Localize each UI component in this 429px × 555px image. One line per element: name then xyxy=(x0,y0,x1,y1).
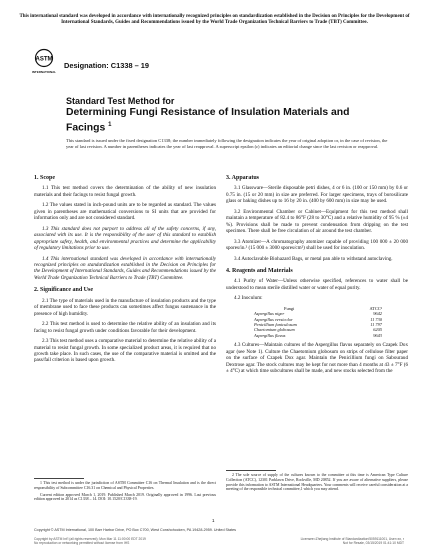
title-footnote-mark: 1 xyxy=(108,122,112,128)
astm-logo xyxy=(31,49,57,76)
astm-logo-subtext: INTERNATIONAL xyxy=(31,70,57,74)
left-column xyxy=(34,175,216,368)
title-line-1: Standard Test Method for xyxy=(66,96,175,106)
fungi-header-name: Fungi xyxy=(284,305,295,311)
title-facings: Facings xyxy=(66,122,106,134)
astm-logo-text: ASTM xyxy=(35,56,53,63)
para-3-3: 3.3 Atomizer—A chromatography atomizer capable of providing 100 000 ± 20 000 spores/in.² (15 000 ± 3000 spores/cm²) shall be used for inoculation. xyxy=(226,238,408,252)
right-column xyxy=(226,175,408,379)
para-4-2: 4.2 Inoculum: xyxy=(234,295,263,302)
fungi-row: Aspergillus versicolor 11 730 xyxy=(254,316,382,322)
para-3-4: 3.4 Autoclavable Biohazard Bags, or metal pan able to withstand autoclaving. xyxy=(234,255,393,262)
fungi-header-atcc: ATCC² xyxy=(369,305,382,311)
fungi-row: Chaetomium globosum 6205 xyxy=(254,327,382,333)
para-2-2: 2.2 This test method is used to determine the relative ability of an insulation and its facing to resist fungal growth under conditions favorable for their development. xyxy=(34,321,216,334)
right-footnotes xyxy=(226,473,408,494)
title-line-3 xyxy=(66,119,376,134)
title-line-2: Determining Fungi Resistance of Insulation Materials and xyxy=(66,107,350,118)
fungi-table xyxy=(254,306,382,338)
standardization-notice: This international standard was developed in accordance with internationally recognized principles on standardization established in the Decision on Principles for the Development of International Standards, Guides and Recommendations issued by the World Trade Organization Technical Barriers to Trade (TBT) Committee. xyxy=(19,14,410,25)
license-right: Licensee=Zhejiang Institute of Standardization/5059111001, User=xx, r Not for Resale, 03/15/2019 01:41:10 MDT xyxy=(300,537,404,545)
footnote-1: 1 This test method is under the jurisdiction of ASTM Committee C16 on Thermal Insulation and is the direct responsibility of Subcommittee C16.31 on Chemical and Physical Properties. xyxy=(34,481,216,490)
para-2-3: 2.3 This test method uses a comparative material to determine the relative ability of a material to resist fungal growth. In some specialized product areas, it is required that no growth take place. In such cases, the use of the comparative material is omitted and the pass/fail criterion is based upon growth. xyxy=(34,338,216,364)
footnote-2: 2 The sole source of supply of the cultures known to the committee at this time is American Type Culture Collection (ATCC), 12301 Parklawn Drive, Rockville, MD 20852. If you are aware of alternative suppliers, please provide this information to ASTM International Headquarters. Your comments will receive careful consideration at a meeting of the responsible technical committee,1 which you may attend. xyxy=(226,473,408,492)
document-title xyxy=(66,96,376,134)
para-1-1: 1.1 This test method covers the determination of the ability of new insulation materials and their facings to resist fungal growth. xyxy=(34,185,216,198)
issuance-statement: This standard is issued under the fixed designation C1338; the number immediately following the designation indicates the year of original adoption or, in the case of revision, the year of last revision. A number in parentheses indicates the year of last reapproval. A superscript epsilon (ε) indicates an editorial change since the last revision or reapproval. xyxy=(66,138,388,149)
para-1-3: 1.3 This standard does not purport to address all of the safety concerns, if any, associated with its use. It is the responsibility of the user of this standard to establish appropriate safety, health, and environmental practices and determine the applicability of regulatory limitations prior to use. xyxy=(34,225,216,252)
copyright-line: Copyright © ASTM International, 100 Barr Harbor Drive, PO Box C700, West Conshohocken, PA 19428-2959. United States xyxy=(34,528,237,532)
para-4-1: 4.1 Purity of Water—Unless otherwise specified, references to water shall be understood to mean sterile distilled water or water of equal purity. xyxy=(226,278,408,291)
section-2-heading: 2. Significance and Use xyxy=(34,287,94,294)
footnote-rule-left xyxy=(34,478,84,479)
para-4-3: 4.3 Cultures—Maintain cultures of the Aspergillus flavus separately on Czapek Dox agar (see Note 1). Culture the Chaetomium globosum on strips of cellulose filter paper on the surface of Czapek Dox agar. Maintain the Penicillium fungi on Sabouraud Dextrose agar. The stock cultures may be kept for not more than 4 months at 43 ± 7°F (6 ± 4°C) at which time subcultures shall be made, and new stocks selected from the xyxy=(226,342,408,375)
fungi-row: Aspergillus niger 9642 xyxy=(254,311,382,317)
para-1-2: 1.2 The values stated in inch-pound units are to be regarded as standard. The values given in parentheses are mathematical conversions to SI units that are provided for information only and are not considered standard. xyxy=(34,202,216,222)
section-4-heading: 4. Reagents and Materials xyxy=(226,267,293,274)
license-footer xyxy=(34,537,404,545)
para-1-4: 1.4 This international standard was developed in accordance with internationally recognized principles on standardization established in the Decision on Principles for the Development of International Standards, Guides and Recommendations issued by the World Trade Organization Technical Barriers to Trade (TBT) Committee. xyxy=(34,255,216,281)
fungi-row: Penicillium funiculosum 11 797 xyxy=(254,322,382,328)
para-3-1: 3.1 Glassware—Sterile disposable petri dishes, 4 or 6 in. (100 or 150 mm) by 0.6 or 0.75 in. (15 or 20 mm) in size are preferred. For larger specimens, trays of borosilicate glass or baking dishes up to 16 by 20 in. (400 by 600 mm) in size may be used. xyxy=(226,185,408,205)
para-3-2: 3.2 Environmental Chamber or Cabinet—Equipment for this test method shall maintain a temperature of 82.4 to 86°F (28 to 30°C) and a relative humidity of 95 % (±4 %). Provisions shall be made to prevent condensation from dripping on the test specimen. There shall be free circulation of air around the test chamber. xyxy=(226,208,408,235)
fungi-row: Aspergillus flavus 9643 xyxy=(254,332,382,338)
designation: Designation: C1338 – 19 xyxy=(64,61,150,70)
footnote-1-edition: Current edition approved March 1, 2019. Published March 2019. Originally approved in 1996. Last previous edition approved in 2014 as C1338 – 14. DOI: 10.1520/C1338-19. xyxy=(34,492,216,502)
license-left: Copyright by ASTM Int'l (all rights reserved); Mon Mar 11 11:00:00 EDT 2019 No reproduction or networking permitted without license from IHS xyxy=(34,537,146,545)
page-number: 1 xyxy=(212,518,215,523)
footnote-rule-right xyxy=(226,470,276,471)
left-footnotes xyxy=(34,481,216,504)
section-1-heading: 1. Scope xyxy=(34,175,55,181)
section-3-heading: 3. Apparatus xyxy=(226,175,260,181)
header-watermark xyxy=(185,6,194,12)
para-2-1: 2.1 The type of materials used in the manufacture of insulation products and the type of membrane used to face these products can sometimes affect fungus sustenance in the presence of high humidity. xyxy=(34,297,216,317)
